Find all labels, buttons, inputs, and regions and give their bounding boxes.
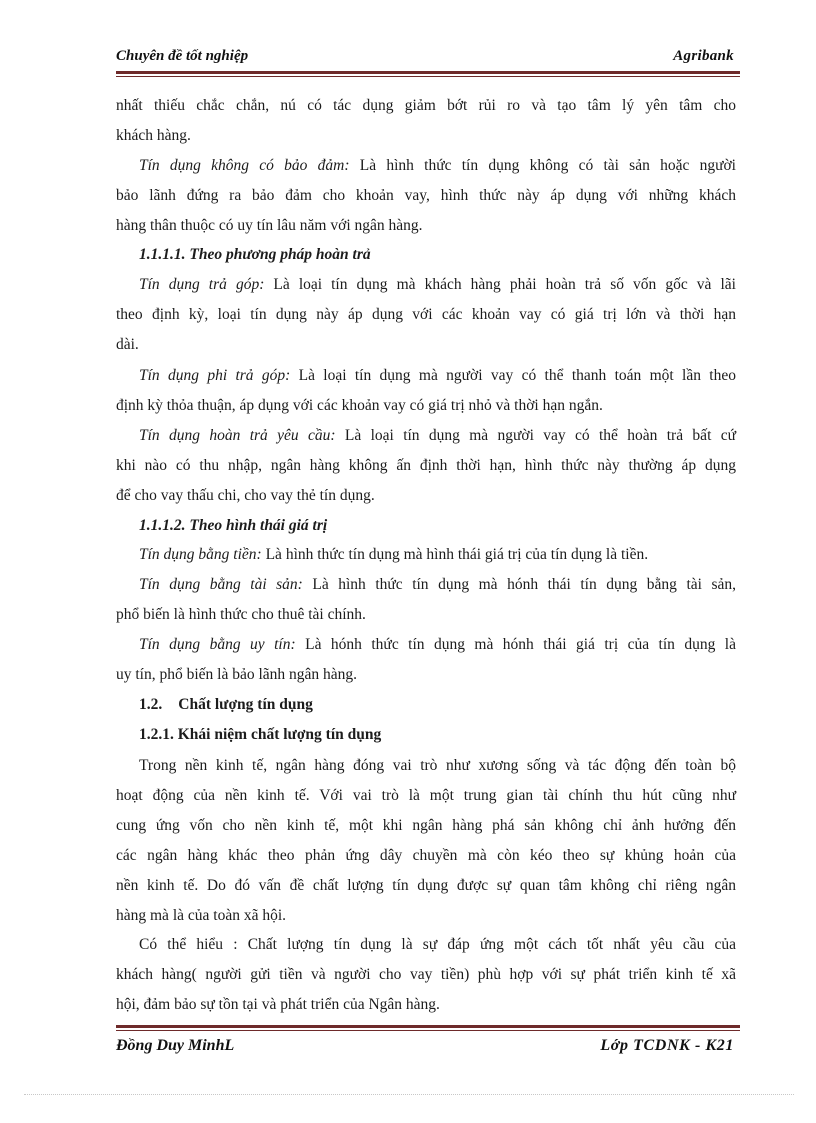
section-heading: 1.1.1.2. Theo hình thái giá trị: [139, 517, 328, 534]
body-line: để cho vay thấu chi, cho vay thẻ tín dụng.: [116, 487, 375, 504]
page-bottom-divider: [24, 1094, 794, 1096]
footer-rule-thick: [116, 1025, 740, 1028]
term-text: Là loại tín dụng mà người vay có thể thanh toán một lần theo: [290, 367, 736, 384]
body-line: dài.: [116, 336, 139, 353]
body-line: định kỳ thỏa thuận, áp dụng với các khoản vay có giá trị nhỏ và thời hạn ngắn.: [116, 397, 603, 414]
footer-class: Lớp TCDNK - K21: [600, 1037, 734, 1054]
footer-rule-thin: [116, 1030, 740, 1031]
term-text: Là hình thức tín dụng mà hình thái giá trị của tín dụng là tiền.: [261, 546, 649, 563]
body-line: [139, 426, 736, 446]
section-heading: 1.2.1. Khái niệm chất lượng tín dụng: [139, 726, 382, 743]
footer-author: Đồng Duy MinhL: [116, 1037, 235, 1054]
section-heading: 1.1.1.1. Theo phương pháp hoàn trả: [139, 246, 371, 263]
body-line: khi nào có thu nhập, ngân hàng không ấn định thời hạn, hình thức này thường áp dụng: [116, 457, 736, 474]
term-text: Là loại tín dụng mà khách hàng phải hoàn trả số vốn gốc và lãi: [264, 276, 736, 293]
body-line: [139, 635, 736, 655]
body-line: [139, 575, 736, 595]
section-number: 1.2.: [139, 696, 163, 713]
section-heading: [139, 695, 736, 715]
body-line: hàng mà là của toàn xã hội.: [116, 907, 287, 924]
body-line: phổ biến là hình thức cho thuê tài chính.: [116, 606, 366, 623]
body-line: uy tín, phổ biến là bảo lãnh ngân hàng.: [116, 666, 358, 683]
body-line: [139, 275, 736, 295]
term-text: Là hình thức tín dụng không có tài sản hoặc người: [349, 157, 736, 174]
body-line: [139, 366, 736, 386]
body-line: nhất thiếu chắc chắn, nú có tác dụng giảm bớt rủi ro và tạo tâm lý yên tâm cho: [116, 97, 736, 114]
term-label: Tín dụng trả góp:: [139, 276, 265, 293]
section-title: Chất lượng tín dụng: [178, 696, 313, 713]
body-line: bảo lãnh đứng ra bảo đảm cho khoản vay, hình thức này áp dụng với những khách: [116, 187, 736, 204]
body-line: [139, 545, 736, 565]
header-rule-thick: [116, 71, 740, 74]
body-line: hoạt động của nền kinh tế. Với vai trò là một trung gian tài chính thu hút cũng như: [116, 787, 736, 804]
body-line: khách hàng( người gửi tiền và người cho vay tiền) phù hợp với sự phát triển kinh tế xã: [116, 966, 736, 983]
term-label: Tín dụng bằng tài sản:: [139, 576, 303, 593]
header-org: Agribank: [673, 48, 734, 64]
body-line: khách hàng.: [116, 127, 191, 144]
term-label: Tín dụng phi trả góp:: [139, 367, 291, 384]
body-line: Có thể hiểu : Chất lượng tín dụng là sự đáp ứng một cách tốt nhất yêu cầu của: [139, 936, 736, 953]
body-line: các ngân hàng khác theo phản ứng dây chuyền mà còn kéo theo sự khủng hoản của: [116, 847, 736, 864]
body-line: nền kinh tế. Do đó vấn đề chất lượng tín dụng được sự quan tâm không chỉ riêng ngân: [116, 877, 736, 894]
term-label: Tín dụng bằng uy tín:: [139, 636, 296, 653]
header-title: Chuyên đề tốt nghiệp: [116, 48, 249, 64]
term-text: Là hình thức tín dụng mà hónh thái tín dụng bằng tài sản,: [302, 576, 736, 593]
term-text: Là loại tín dụng mà người vay có thể hoàn trả bất cứ: [335, 427, 736, 444]
body-line: hàng thân thuộc có uy tín lâu năm với ngân hàng.: [116, 217, 423, 234]
term-text: Là hónh thức tín dụng mà hónh thái giá trị của tín dụng là: [295, 636, 736, 653]
body-line: hội, đảm bảo sự tồn tại và phát triển của Ngân hàng.: [116, 996, 440, 1013]
body-line: Trong nền kinh tế, ngân hàng đóng vai trò như xương sống và tác động đến toàn bộ: [139, 757, 736, 774]
body-line: theo định kỳ, loại tín dụng này áp dụng với các khoản vay có giá trị lớn và thời hạn: [116, 306, 736, 323]
body-line: [139, 156, 736, 176]
term-label: Tín dụng không có bảo đảm:: [139, 157, 350, 174]
term-label: Tín dụng bằng tiền:: [139, 546, 262, 563]
term-label: Tín dụng hoàn trả yêu cầu:: [139, 427, 336, 444]
header-rule-thin: [116, 76, 740, 77]
body-line: cung ứng vốn cho nền kinh tế, một khi ngân hàng phá sản không chỉ ảnh hưởng đến: [116, 817, 736, 834]
